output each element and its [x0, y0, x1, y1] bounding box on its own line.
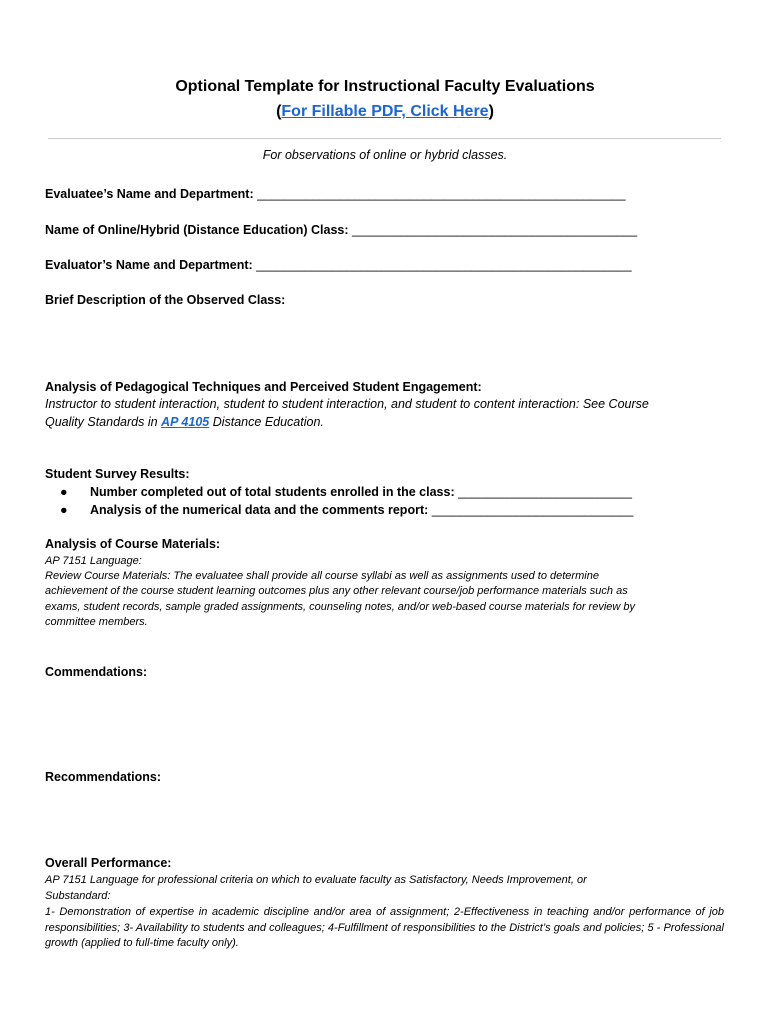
pedagogy-text-pre: Quality Standards in: [45, 415, 162, 429]
pedagogy-heading: Analysis of Pedagogical Techniques and Perceived Student Engagement:: [45, 380, 482, 394]
survey-item-2-blank[interactable]: _____________________________: [431, 503, 634, 517]
survey-heading: Student Survey Results:: [45, 467, 190, 481]
materials-language: AP 7151 Language:: [45, 555, 142, 567]
survey-item-1-label: Number completed out of total students enrolled in the class:: [90, 485, 459, 499]
survey-item-1: [60, 485, 632, 499]
materials-heading: Analysis of Course Materials:: [45, 537, 221, 551]
evaluator-blank[interactable]: ______________________________________________________: [256, 258, 632, 272]
overall-language-line1: AP 7151 Language for professional criteria on which to evaluate faculty as Satisfactory, Needs Improvement, or: [45, 874, 587, 886]
pedagogy-text-line1: Instructor to student interaction, student to student interaction, and student to content interaction: See Course: [45, 397, 649, 411]
commendations-heading: Commendations:: [45, 665, 148, 679]
fillable-pdf-link[interactable]: For Fillable PDF, Click Here: [281, 103, 489, 120]
materials-line2: achievement of the course student learning outcomes plus any other relevant course/job performance materials such as: [45, 585, 628, 597]
pedagogy-text-post: Distance Education.: [209, 415, 324, 429]
evaluatee-field: [45, 187, 626, 201]
brief-description-heading: Brief Description of the Observed Class:: [45, 293, 286, 307]
recommendations-heading: Recommendations:: [45, 770, 161, 784]
horizontal-divider: [48, 138, 721, 139]
class-name-label: Name of Online/Hybrid (Distance Education) Class:: [45, 223, 353, 237]
materials-line3: exams, student records, sample graded assignments, counseling notes, and/or web-based course materials for review by: [45, 601, 636, 613]
fillable-pdf-line: [0, 103, 770, 121]
overall-language-line2: Substandard:: [45, 890, 111, 902]
survey-item-2: [60, 503, 633, 517]
class-name-field: [45, 223, 637, 237]
evaluator-label: Evaluator’s Name and Department:: [45, 258, 257, 272]
class-name-blank[interactable]: _________________________________________: [352, 223, 638, 237]
materials-line4: committee members.: [45, 616, 148, 628]
overall-heading: Overall Performance:: [45, 856, 172, 870]
paren-open: (: [276, 103, 282, 120]
bullet-icon: ●: [60, 485, 68, 499]
evaluatee-label: Evaluatee’s Name and Department:: [45, 187, 258, 201]
survey-item-2-label: Analysis of the numerical data and the comments report:: [90, 503, 432, 517]
bullet-icon: ●: [60, 503, 68, 517]
evaluator-field: [45, 258, 632, 272]
overall-criteria: 1- Demonstration of expertise in academic discipline and/or area of assignment; 2-Effectiveness in teaching and/or performance of job responsibilities; 3- Availability to students and colleagues; 4-Fulfillment of responsibilities to the District’s goals and policies; 5 - Professional growth (applied to full-time faculty only).: [45, 906, 724, 949]
ap-4105-link[interactable]: AP 4105: [161, 415, 210, 429]
materials-line1: Review Course Materials: The evaluatee shall provide all course syllabi as well as assignments used to determine: [45, 570, 599, 582]
evaluatee-blank[interactable]: _____________________________________________________: [257, 187, 626, 201]
paren-close: ): [488, 103, 494, 120]
pedagogy-text-line2: [45, 415, 324, 429]
page-title: Optional Template for Instructional Faculty Evaluations: [175, 78, 595, 95]
survey-item-1-blank[interactable]: _________________________: [458, 485, 632, 499]
subtitle: For observations of online or hybrid classes.: [262, 148, 508, 162]
